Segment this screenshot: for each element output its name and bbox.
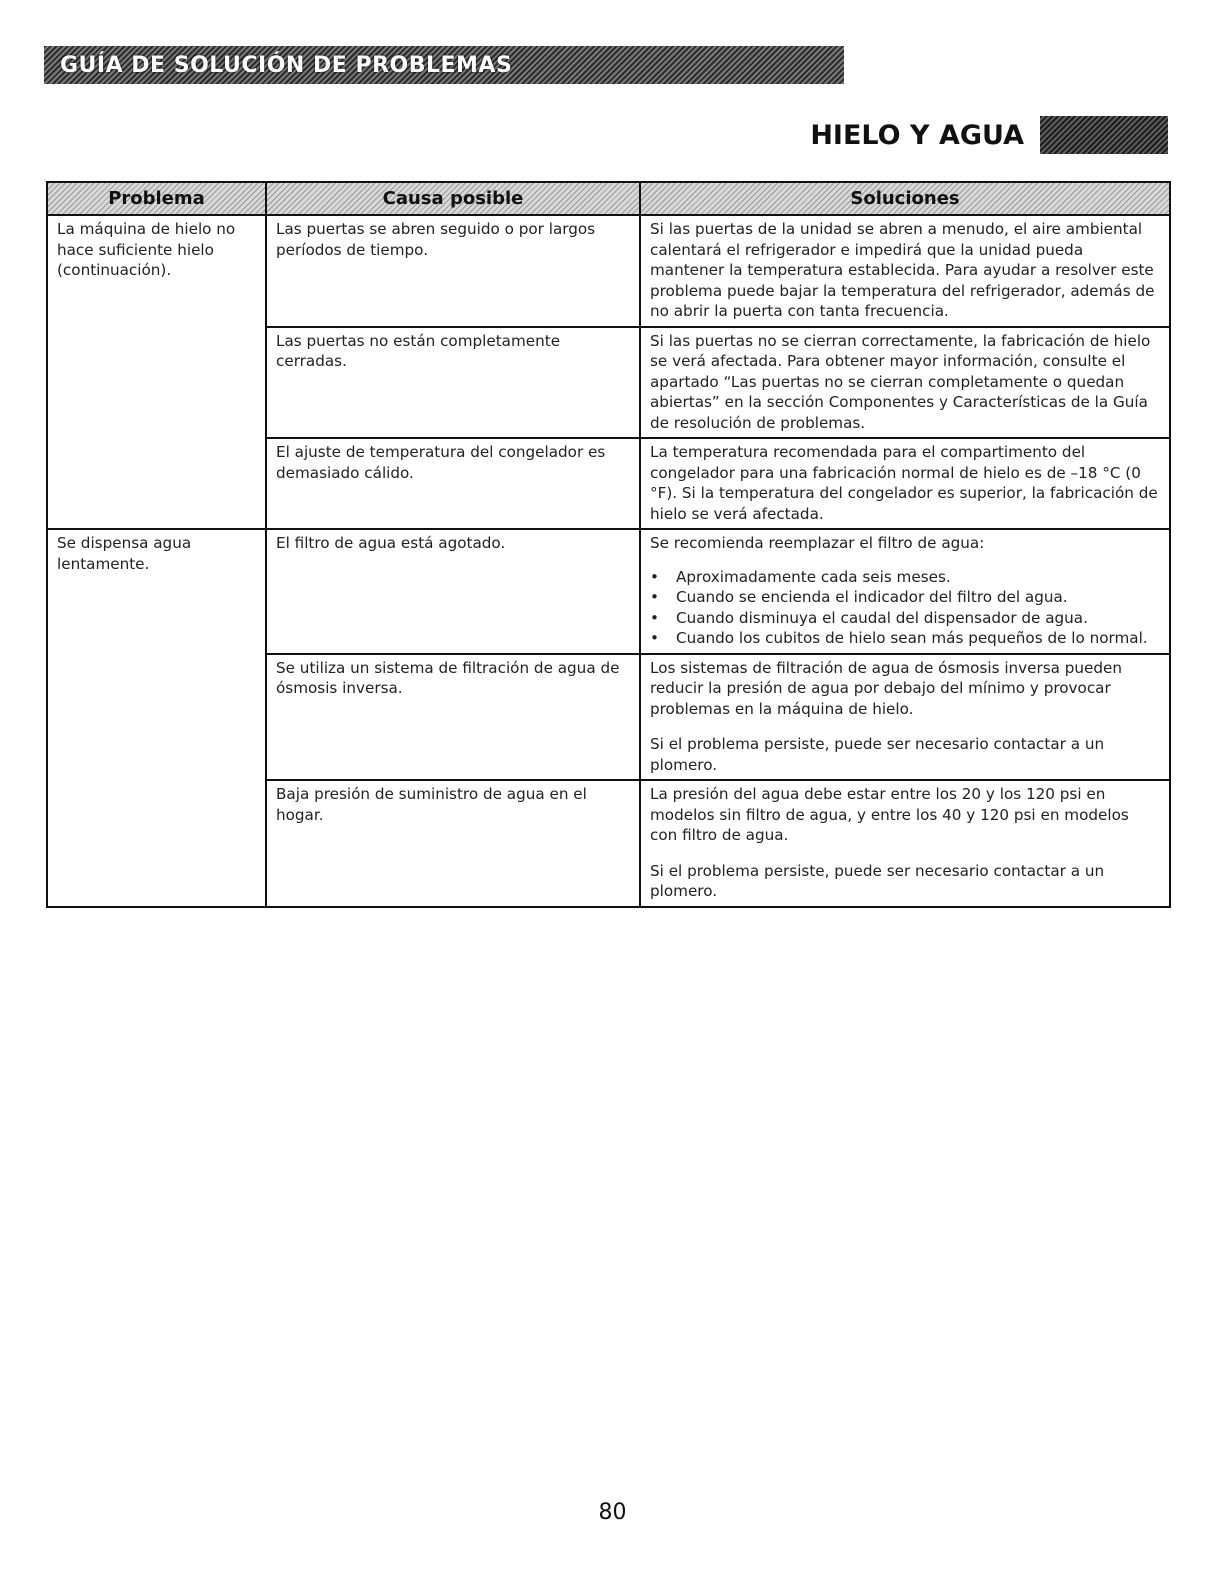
- troubleshooting-table: [46, 181, 1171, 908]
- table-row: [47, 215, 1170, 327]
- bullet-icon: •: [650, 629, 659, 647]
- bullet-icon: •: [650, 567, 659, 586]
- cause-cell: Se utiliza un sistema de filtración de agua de ósmosis inversa.: [266, 654, 640, 781]
- solution-text: La presión del agua debe estar entre los 20 y los 120 psi en modelos sin filtro de agua, y entre los 40 y 120 psi en modelos con filtro de agua.: [650, 785, 1129, 844]
- solution-cell: [640, 780, 1170, 907]
- bullet-item: [650, 587, 1160, 608]
- solution-text: La temperatura recomendada para el compartimento del congelador para una fabricación normal de hielo es de –18 °C (0 °F). Si la temperatura del congelador es superior, la fabricación de hielo se verá afectada.: [650, 443, 1158, 523]
- bullet-item: [650, 628, 1160, 649]
- solution-cell: [640, 215, 1170, 327]
- cause-cell: Las puertas se abren seguido o por largos períodos de tiempo.: [266, 215, 640, 327]
- bullet-text: Aproximadamente cada seis meses.: [676, 567, 951, 586]
- column-header-cause: Causa posible: [266, 182, 640, 215]
- bullet-text: Cuando se encienda el indicador del filtro del agua.: [676, 588, 1068, 606]
- cause-cell: El ajuste de temperatura del congelador es demasiado cálido.: [266, 438, 640, 529]
- solution-cell: [640, 654, 1170, 781]
- page-number: 80: [598, 1500, 627, 1525]
- bullet-text: Cuando los cubitos de hielo sean más pequeños de lo normal.: [676, 629, 1148, 647]
- bullet-item: [650, 608, 1160, 629]
- section-header: [810, 116, 1168, 154]
- problem-cell: Se dispensa agua lentamente.: [47, 529, 266, 907]
- table-row: [47, 529, 1170, 654]
- solution-text: Se recomienda reemplazar el filtro de agua:: [650, 534, 985, 552]
- column-header-problem: Problema: [47, 182, 266, 215]
- cause-cell: Las puertas no están completamente cerradas.: [266, 327, 640, 439]
- bullet-icon: •: [650, 608, 659, 627]
- problem-cell: La máquina de hielo no hace suficiente hielo (continuación).: [47, 215, 266, 529]
- solution-text: Los sistemas de filtración de agua de ósmosis inversa pueden reducir la presión de agua por debajo del mínimo y provocar problemas en la máquina de hielo.: [650, 658, 1123, 718]
- solution-text: Si las puertas de la unidad se abren a menudo, el aire ambiental calentará el refrigerador e impedirá que la unidad pueda mantener la temperatura establecida. Para ayudar a resolver este problema puede bajar la temperatura del refrigerador, además de no abrir la puerta con tanta frecuencia.: [650, 220, 1155, 320]
- bullet-text: Cuando disminuya el caudal del dispensador de agua.: [676, 608, 1088, 627]
- bullet-icon: •: [650, 588, 659, 606]
- section-title: HIELO Y AGUA: [810, 119, 1024, 151]
- solution-cell: [640, 529, 1170, 654]
- guide-title-banner: [44, 46, 844, 84]
- bullet-item: [650, 567, 1160, 588]
- guide-title: GUÍA DE SOLUCIÓN DE PROBLEMAS: [60, 52, 513, 78]
- solution-cell: [640, 327, 1170, 439]
- solution-text: Si el problema persiste, puede ser necesario contactar a un plomero.: [650, 861, 1105, 900]
- bullet-list: [650, 567, 1160, 649]
- cause-cell: Baja presión de suministro de agua en el hogar.: [266, 780, 640, 907]
- cause-cell: El filtro de agua está agotado.: [266, 529, 640, 654]
- table-header-row: [47, 182, 1170, 215]
- solution-cell: [640, 438, 1170, 529]
- column-header-solutions: Soluciones: [640, 182, 1170, 215]
- solution-text: Si las puertas no se cierran correctamente, la fabricación de hielo se verá afectada. Para obtener mayor información, consulte el apartado “Las puertas no se cierran completamente o quedan abiertas” en la sección Componentes y Características de la Guía de resolución de problemas.: [650, 331, 1151, 432]
- solution-text: Si el problema persiste, puede ser necesario contactar a un plomero.: [650, 735, 1105, 774]
- section-tab-marker: [1040, 116, 1168, 154]
